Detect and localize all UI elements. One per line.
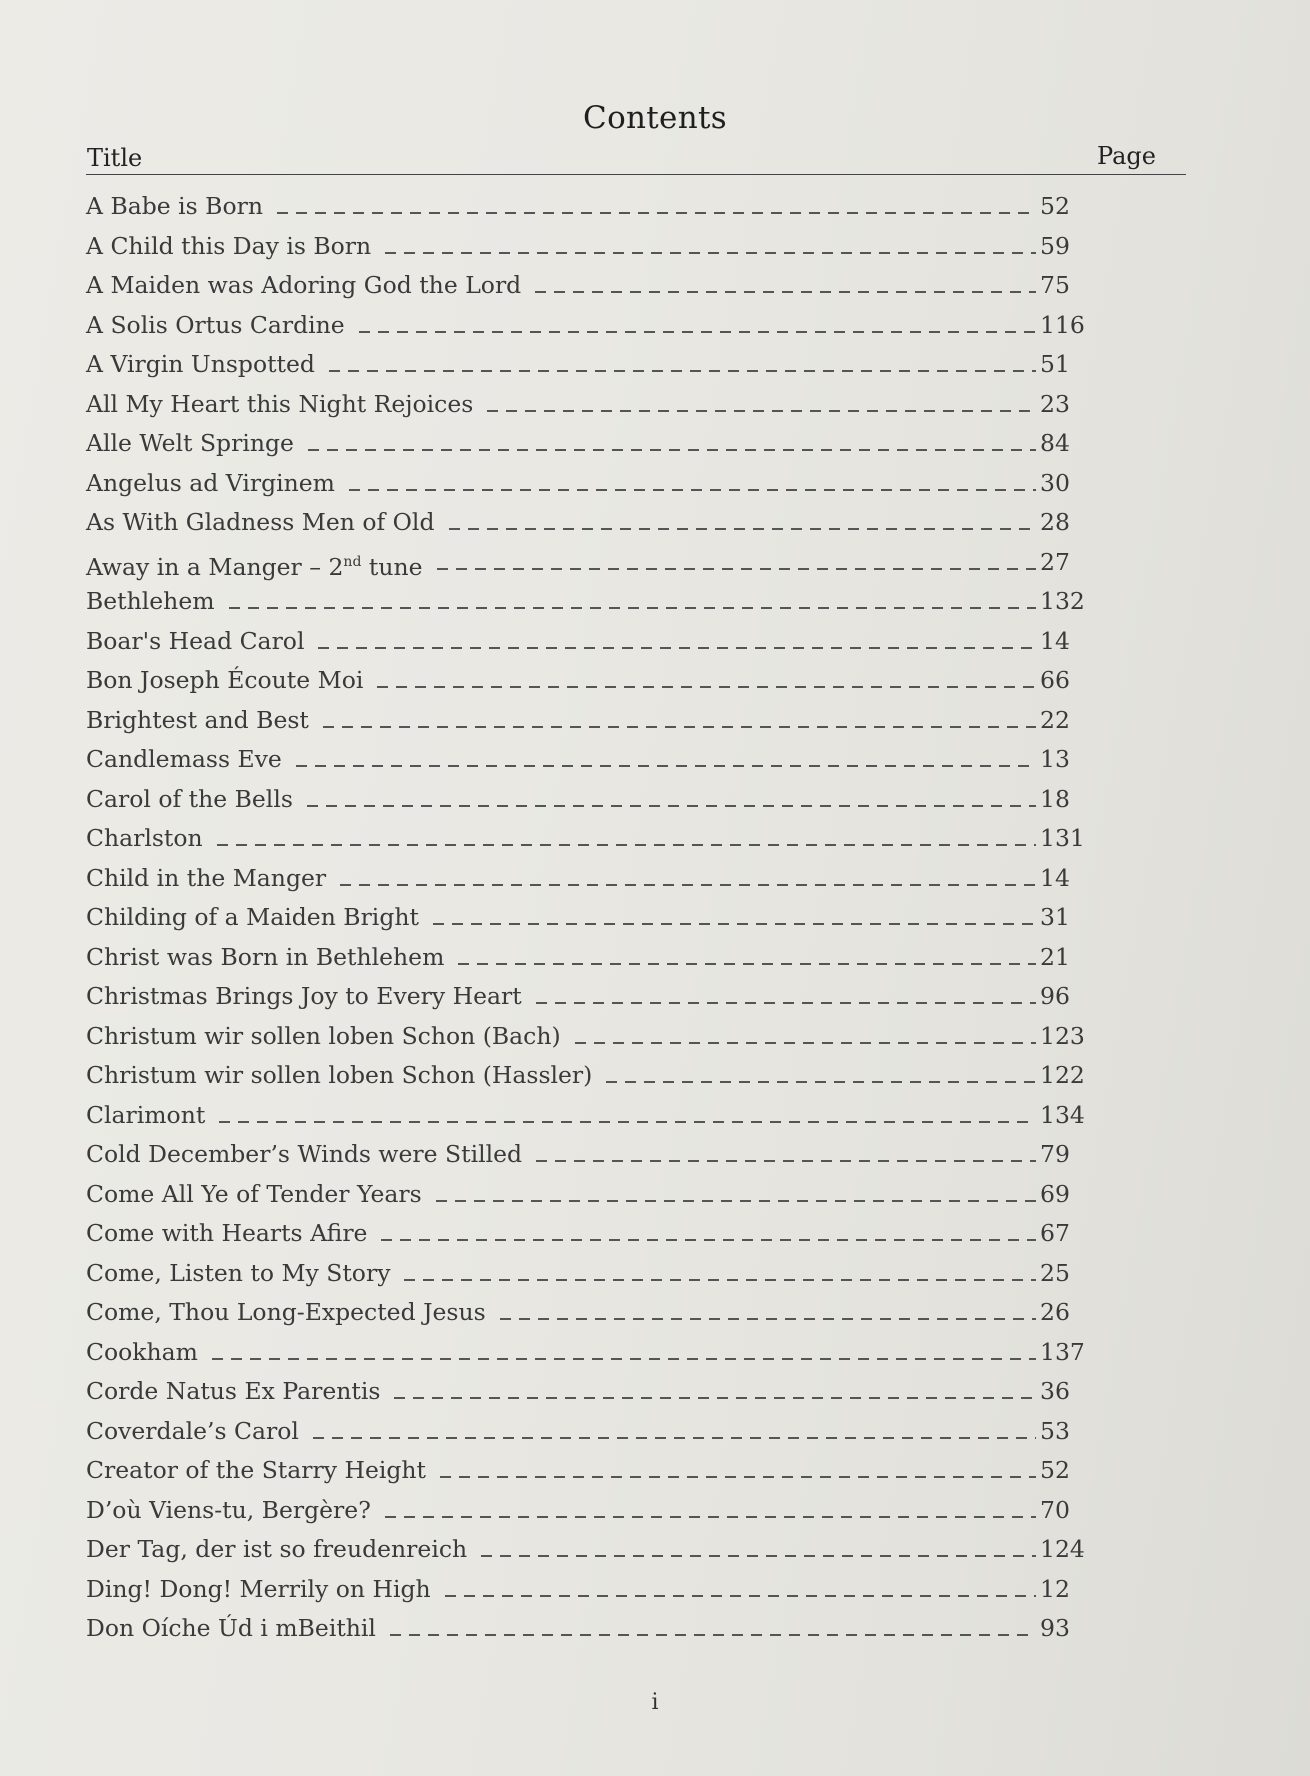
dot-leader bbox=[487, 410, 1036, 412]
entry-title: Ding! Dong! Merrily on High bbox=[86, 1574, 431, 1603]
entry-page: 12 bbox=[1040, 1574, 1070, 1603]
entry-page: 122 bbox=[1040, 1061, 1085, 1089]
toc-entry bbox=[86, 662, 1136, 702]
entry-title: Christmas Brings Joy to Every Heart bbox=[86, 982, 522, 1010]
dot-leader bbox=[394, 1397, 1036, 1399]
dot-leader bbox=[377, 686, 1036, 688]
toc-entry bbox=[86, 820, 1136, 860]
entry-title: Candlemass Eve bbox=[86, 745, 282, 773]
dot-leader bbox=[449, 528, 1036, 530]
dot-leader bbox=[385, 1516, 1036, 1518]
dot-leader bbox=[436, 1200, 1036, 1202]
entry-title: Christum wir sollen loben Schon (Hassler) bbox=[86, 1061, 593, 1089]
entry-page: 25 bbox=[1040, 1258, 1070, 1287]
toc-entry bbox=[86, 583, 1136, 623]
entry-page: 53 bbox=[1040, 1416, 1070, 1445]
toc-entry bbox=[86, 1373, 1136, 1413]
dot-leader bbox=[500, 1318, 1036, 1320]
entry-title: Come All Ye of Tender Years bbox=[86, 1179, 422, 1208]
entry-title: Boar's Head Carol bbox=[86, 626, 305, 655]
dot-leader bbox=[381, 1239, 1036, 1241]
entry-title: Brightest and Best bbox=[86, 705, 309, 734]
entry-title: Away in a Manger – 2nd tune bbox=[86, 552, 423, 581]
dot-leader bbox=[217, 844, 1036, 846]
entry-title: A Child this Day is Born bbox=[86, 231, 372, 260]
entry-title: Angelus ad Virginem bbox=[86, 468, 335, 497]
toc-entry bbox=[86, 544, 1136, 584]
dot-leader bbox=[390, 1634, 1036, 1636]
entry-page: 52 bbox=[1040, 1456, 1070, 1484]
entry-title: Coverdale’s Carol bbox=[86, 1416, 299, 1445]
dot-leader bbox=[323, 726, 1036, 728]
dot-leader bbox=[296, 765, 1036, 767]
entry-page: 14 bbox=[1040, 626, 1070, 655]
toc-entry bbox=[86, 978, 1136, 1018]
entry-page: 131 bbox=[1040, 824, 1085, 852]
dot-leader bbox=[277, 212, 1036, 214]
entry-title: Come with Hearts Afire bbox=[86, 1219, 368, 1247]
entry-page: 134 bbox=[1040, 1100, 1085, 1129]
dot-leader bbox=[307, 805, 1036, 807]
entry-title: Childing of a Maiden Bright bbox=[86, 903, 419, 931]
dot-leader bbox=[349, 489, 1036, 491]
entry-title: D’où Viens-tu, Bergère? bbox=[86, 1495, 371, 1524]
toc-entry bbox=[86, 623, 1136, 663]
entry-page: 30 bbox=[1040, 468, 1070, 497]
toc-entry bbox=[86, 1136, 1136, 1176]
toc-entry bbox=[86, 1413, 1136, 1453]
dot-leader bbox=[329, 370, 1036, 372]
dot-leader bbox=[536, 1002, 1036, 1004]
toc-entry bbox=[86, 939, 1136, 979]
entry-title: Cold December’s Winds were Stilled bbox=[86, 1140, 523, 1168]
column-header bbox=[86, 144, 1186, 175]
entry-title: All My Heart this Night Rejoices bbox=[86, 389, 474, 418]
entry-title: Christum wir sollen loben Schon (Bach) bbox=[86, 1021, 561, 1050]
toc-entry bbox=[86, 1571, 1136, 1611]
dot-leader bbox=[433, 923, 1036, 925]
dot-leader bbox=[313, 1437, 1036, 1439]
dot-leader bbox=[440, 1476, 1036, 1478]
dot-leader bbox=[575, 1042, 1036, 1044]
toc-entry bbox=[86, 1294, 1136, 1334]
dot-leader bbox=[229, 607, 1036, 609]
toc-entry bbox=[86, 425, 1136, 465]
toc-entry bbox=[86, 781, 1136, 821]
toc-entry bbox=[86, 899, 1136, 939]
entry-title: Come, Thou Long-Expected Jesus bbox=[86, 1298, 486, 1326]
entry-title: Cookham bbox=[86, 1337, 198, 1366]
dot-leader bbox=[535, 291, 1036, 293]
entry-page: 31 bbox=[1040, 903, 1070, 931]
entry-page: 66 bbox=[1040, 666, 1070, 694]
page-title: Contents bbox=[583, 100, 727, 136]
entry-title: Carol of the Bells bbox=[86, 784, 293, 813]
dot-leader bbox=[481, 1555, 1036, 1557]
entry-page: 22 bbox=[1040, 705, 1070, 734]
toc-list bbox=[86, 188, 1136, 1650]
entry-title: Bon Joseph Écoute Moi bbox=[86, 666, 364, 694]
toc-entry bbox=[86, 1215, 1136, 1255]
entry-page: 14 bbox=[1040, 863, 1070, 892]
entry-title: Bethlehem bbox=[86, 587, 215, 615]
entry-title: A Solis Ortus Cardine bbox=[86, 310, 345, 339]
dot-leader bbox=[458, 963, 1036, 965]
entry-title: Alle Welt Springe bbox=[86, 429, 294, 457]
dot-leader bbox=[359, 331, 1036, 333]
entry-page: 52 bbox=[1040, 192, 1070, 220]
toc-entry bbox=[86, 702, 1136, 742]
entry-page: 123 bbox=[1040, 1021, 1085, 1050]
entry-page: 28 bbox=[1040, 508, 1070, 536]
dot-leader bbox=[212, 1358, 1036, 1360]
dot-leader bbox=[219, 1121, 1036, 1123]
entry-page: 93 bbox=[1040, 1614, 1070, 1642]
entry-page: 26 bbox=[1040, 1298, 1070, 1326]
title-column-label: Title bbox=[87, 144, 143, 172]
toc-entry bbox=[86, 741, 1136, 781]
entry-title: A Babe is Born bbox=[86, 192, 263, 220]
entry-title: Charlston bbox=[86, 824, 203, 852]
toc-entry bbox=[86, 267, 1136, 307]
toc-entry bbox=[86, 188, 1136, 228]
toc-entry bbox=[86, 1097, 1136, 1137]
entry-title: Child in the Manger bbox=[86, 863, 327, 892]
toc-entry bbox=[86, 386, 1136, 426]
dot-leader bbox=[536, 1160, 1036, 1162]
toc-entry bbox=[86, 1610, 1136, 1650]
toc-entry bbox=[86, 860, 1136, 900]
toc-entry bbox=[86, 1334, 1136, 1374]
toc-entry bbox=[86, 1018, 1136, 1058]
entry-title: Come, Listen to My Story bbox=[86, 1258, 391, 1287]
dot-leader bbox=[445, 1595, 1036, 1597]
entry-page: 36 bbox=[1040, 1377, 1070, 1405]
entry-page: 59 bbox=[1040, 231, 1070, 260]
toc-entry bbox=[86, 1057, 1136, 1097]
dot-leader bbox=[340, 884, 1036, 886]
toc-entry bbox=[86, 504, 1136, 544]
entry-page: 132 bbox=[1040, 587, 1085, 615]
entry-page: 84 bbox=[1040, 429, 1070, 457]
entry-title: Christ was Born in Bethlehem bbox=[86, 942, 445, 971]
entry-page: 137 bbox=[1040, 1337, 1085, 1366]
toc-entry bbox=[86, 1492, 1136, 1532]
entry-title: Corde Natus Ex Parentis bbox=[86, 1377, 381, 1405]
entry-page: 21 bbox=[1040, 942, 1070, 971]
entry-title: A Maiden was Adoring God the Lord bbox=[86, 271, 522, 299]
dot-leader bbox=[437, 568, 1036, 570]
entry-page: 116 bbox=[1040, 310, 1085, 339]
entry-page: 69 bbox=[1040, 1179, 1070, 1208]
dot-leader bbox=[308, 449, 1036, 451]
entry-page: 51 bbox=[1040, 350, 1070, 378]
dot-leader bbox=[318, 647, 1036, 649]
dot-leader bbox=[404, 1279, 1036, 1281]
entry-page: 124 bbox=[1040, 1535, 1085, 1563]
entry-page: 13 bbox=[1040, 745, 1070, 773]
entry-page: 96 bbox=[1040, 982, 1070, 1010]
entry-page: 67 bbox=[1040, 1219, 1070, 1247]
entry-title: Creator of the Starry Height bbox=[86, 1456, 427, 1484]
entry-page: 70 bbox=[1040, 1495, 1070, 1524]
entry-title: A Virgin Unspotted bbox=[86, 350, 315, 378]
entry-page: 27 bbox=[1040, 547, 1070, 576]
page-number: i bbox=[651, 1690, 659, 1715]
dot-leader bbox=[606, 1081, 1036, 1083]
entry-page: 75 bbox=[1040, 271, 1070, 299]
entry-page: 18 bbox=[1040, 784, 1070, 813]
entry-title: Der Tag, der ist so freudenreich bbox=[86, 1535, 468, 1563]
entry-page: 79 bbox=[1040, 1140, 1070, 1168]
toc-entry bbox=[86, 1176, 1136, 1216]
entry-title: Clarimont bbox=[86, 1100, 206, 1129]
entry-title: As With Gladness Men of Old bbox=[86, 508, 435, 536]
toc-entry bbox=[86, 465, 1136, 505]
toc-entry bbox=[86, 1531, 1136, 1571]
page-column-label: Page bbox=[1097, 142, 1156, 170]
toc-entry bbox=[86, 346, 1136, 386]
entry-page: 23 bbox=[1040, 389, 1070, 418]
toc-entry bbox=[86, 1452, 1136, 1492]
toc-entry bbox=[86, 228, 1136, 268]
entry-title: Don Oíche Úd i mBeithil bbox=[86, 1614, 376, 1642]
toc-entry bbox=[86, 307, 1136, 347]
toc-entry bbox=[86, 1255, 1136, 1295]
dot-leader bbox=[385, 252, 1036, 254]
